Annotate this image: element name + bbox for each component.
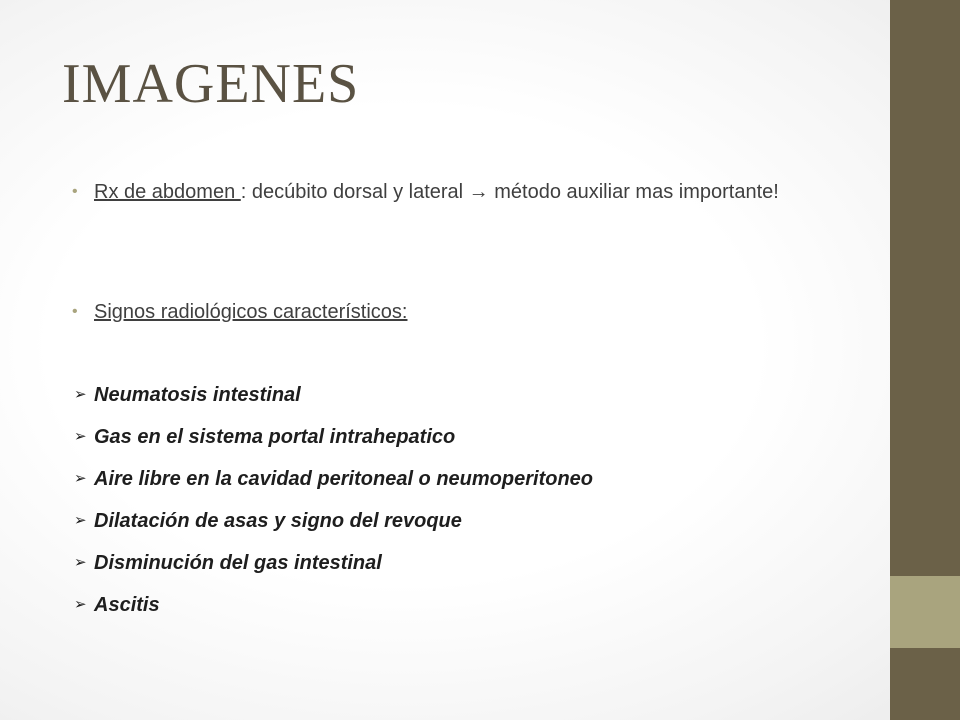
list-item bbox=[72, 506, 593, 548]
list-item-text: Neumatosis intestinal bbox=[94, 384, 301, 406]
list-item-text: Aire libre en la cavidad peritoneal o neumoperitoneo bbox=[94, 468, 594, 490]
bullet-dot-icon: • bbox=[72, 183, 78, 200]
underlined-term: Rx de abdomen bbox=[94, 181, 241, 203]
list-item-text: Dilatación de asas y signo del revoque bbox=[94, 510, 462, 532]
bullet-text-part: : decúbito dorsal y lateral bbox=[240, 181, 469, 203]
right-arrow-icon: → bbox=[468, 181, 489, 203]
bullet-rx-abdomen bbox=[72, 178, 842, 206]
sidebar-accent-bottom bbox=[890, 648, 960, 720]
arrow-marker-icon: ➢ bbox=[74, 470, 87, 487]
sidebar-accent-top bbox=[890, 0, 960, 576]
arrow-marker-icon: ➢ bbox=[74, 554, 87, 571]
bullet-text-part: método auxiliar mas importante! bbox=[488, 181, 779, 203]
bullet-text bbox=[94, 298, 842, 326]
bullet-dot-icon: • bbox=[72, 303, 78, 320]
arrow-marker-icon: ➢ bbox=[74, 428, 87, 445]
bullet-signos bbox=[72, 298, 842, 326]
arrow-marker-icon: ➢ bbox=[74, 386, 87, 403]
list-item-text: Ascitis bbox=[94, 594, 160, 616]
list-item bbox=[72, 422, 593, 464]
list-item bbox=[72, 590, 593, 632]
list-item bbox=[72, 380, 593, 422]
arrow-marker-icon: ➢ bbox=[74, 596, 87, 613]
underlined-term: Signos radiológicos característicos: bbox=[94, 301, 408, 323]
list-item bbox=[72, 548, 593, 590]
signs-list bbox=[72, 380, 593, 632]
sidebar-accent-middle bbox=[890, 576, 960, 648]
list-item-text: Disminución del gas intestinal bbox=[94, 552, 382, 574]
slide-title: IMAGENES bbox=[62, 53, 360, 115]
arrow-marker-icon: ➢ bbox=[74, 512, 87, 529]
bullet-text bbox=[94, 178, 842, 206]
list-item bbox=[72, 464, 593, 506]
list-item-text: Gas en el sistema portal intrahepatico bbox=[94, 426, 456, 448]
